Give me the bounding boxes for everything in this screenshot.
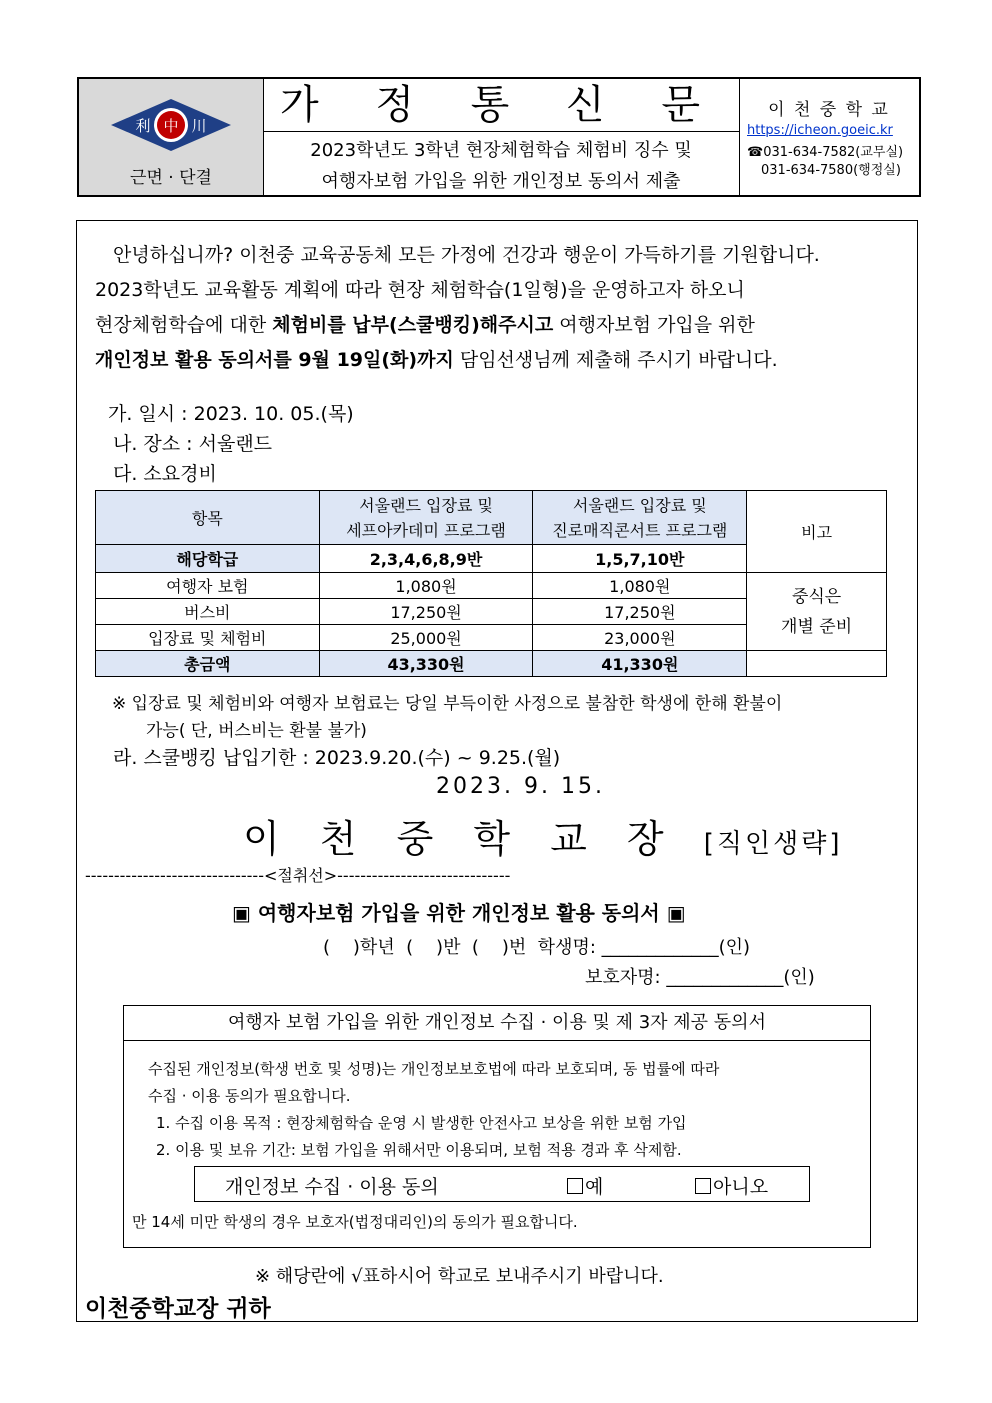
- parent-info-line: 보호자명: _____________(인): [585, 967, 815, 988]
- consent-text-2: 수집 · 이용 동의가 필요합니다.: [148, 1087, 351, 1105]
- table-classes-1: 2,3,4,6,8,9반: [319, 545, 533, 573]
- table-classes-2: 1,5,7,10반: [533, 545, 747, 573]
- table-header-program-1: [319, 491, 533, 545]
- consent-purpose: 1. 수집 이용 목적 : 현장체험학습 운영 시 발생한 안전사고 보상을 위한 보험 가입: [156, 1114, 687, 1132]
- consent-box-title: 여행자 보험 가입을 위한 개인정보 수집 · 이용 및 제 3자 제공 동의서: [124, 1006, 870, 1041]
- title-cell: [263, 79, 740, 195]
- school-info-cell: [739, 79, 919, 195]
- note-line-1: 중식은: [791, 586, 842, 607]
- agree-box: [194, 1166, 810, 1202]
- intro-line-3-c: 여행자보험 가입을 위한: [553, 314, 755, 336]
- table-row-value: 23,000원: [533, 625, 747, 651]
- intro-line-4-b: 담임선생님께 제출해 주시기 바랍니다.: [453, 349, 778, 371]
- table-header-program-2: [533, 491, 747, 545]
- intro-line-3-a: 현장체험학습에 대한: [95, 314, 273, 336]
- logo-char-1: 利: [135, 117, 151, 135]
- principal-signature: [243, 808, 843, 863]
- consent-period: 2. 이용 및 보유 기간: 보험 가입을 위해서만 이용되며, 보험 적용 경과 후 삭제함.: [156, 1141, 682, 1159]
- phone-admin: 031-634-7580(행정실): [761, 163, 901, 178]
- checkbox-yes[interactable]: [567, 1178, 583, 1194]
- table-total-2: 41,330원: [533, 651, 747, 677]
- student-info-line: ( )학년 ( )반 ( )번 학생명: _____________(인): [323, 937, 751, 958]
- table-row-value: 1,080원: [319, 573, 533, 599]
- seal-omitted: [직인생략]: [703, 829, 843, 859]
- page-title: 가 정 통 신 문: [263, 79, 739, 132]
- table-header-note: 비고: [747, 491, 887, 573]
- school-name: 이 천 중 학 교: [768, 100, 890, 120]
- agree-no-option[interactable]: [695, 1172, 768, 1199]
- payment-deadline: 라. 스쿨뱅킹 납입기한 : 2023.9.20.(수) ~ 9.25.(월): [113, 747, 561, 769]
- checkbox-no[interactable]: [695, 1178, 711, 1194]
- item-date: 가. 일시 : 2023. 10. 05.(목): [108, 403, 354, 425]
- table-row-label: 여행자 보험: [96, 573, 320, 599]
- table-note-empty: [747, 651, 887, 677]
- school-emblem-logo: [109, 97, 233, 153]
- consent-heading: ▣ 여행자보험 가입을 위한 개인정보 활용 동의서 ▣: [232, 901, 686, 925]
- subtitle-line-2: 여행자보험 가입을 위한 개인정보 동의서 제출: [321, 171, 681, 192]
- school-motto: 근면 · 단결: [130, 168, 212, 188]
- program-2-line-1: 서울랜드 입장료 및: [572, 495, 707, 515]
- table-header-item: 항목: [96, 491, 320, 545]
- intro-line-4: [95, 343, 908, 378]
- intro-line-2: 2023학년도 교육활동 계획에 따라 현장 체험학습(1일형)을 운영하고자 하오니: [95, 279, 745, 301]
- table-row-label: 입장료 및 체험비: [96, 625, 320, 651]
- page-subtitle: [263, 135, 739, 197]
- agree-yes-option[interactable]: [567, 1172, 603, 1199]
- issue-date: 2023. 9. 15.: [436, 774, 605, 799]
- letter-header: [77, 77, 921, 197]
- school-url-link[interactable]: https://icheon.goeic.kr: [747, 123, 893, 138]
- logo-char-3: 川: [191, 117, 207, 135]
- table-classes-label: 해당학급: [96, 545, 320, 573]
- phone-office: ☎031-634-7582(교무실): [747, 145, 904, 160]
- table-row-label: 버스비: [96, 599, 320, 625]
- cost-table: [95, 490, 887, 677]
- refund-note-line-1: ※ 입장료 및 체험비와 여행자 보험료는 당일 부득이한 사정으로 불참한 학생에 한해 환불이: [112, 694, 783, 714]
- intro-line-3-bold: 체험비를 납부(스쿨뱅킹)해주시고: [272, 314, 554, 336]
- program-2-line-2: 진로매직콘서트 프로그램: [552, 520, 728, 540]
- item-cost: 다. 소요경비: [113, 463, 217, 485]
- agree-label: 개인정보 수집 · 이용 동의: [225, 1176, 439, 1198]
- addressee: 이천중학교장 귀하: [85, 1296, 271, 1322]
- table-row-value: 17,250원: [319, 599, 533, 625]
- table-note-lunch: [747, 573, 887, 651]
- intro-line-1: 안녕하십니까? 이천중 교육공동체 모든 가정에 건강과 행운이 가득하기를 기원합니다.: [113, 244, 820, 266]
- minor-note: 만 14세 미만 학생의 경우 보호자(법정대리인)의 동의가 필요합니다.: [132, 1213, 578, 1231]
- consent-form-box: [123, 1005, 871, 1248]
- consent-body: [148, 1056, 719, 1164]
- program-1-line-1: 서울랜드 입장료 및: [359, 495, 493, 515]
- logo-char-2: 中: [163, 117, 179, 135]
- subtitle-line-1: 2023학년도 3학년 현장체험학습 체험비 징수 및: [310, 140, 692, 161]
- refund-note-line-2: 가능( 단, 버스비는 환불 불가): [146, 721, 367, 741]
- agree-no-label: 아니오: [713, 1176, 769, 1198]
- table-total-label: 총금액: [96, 651, 320, 677]
- cut-line: -------------------------------<절취선>------------------------------: [85, 866, 511, 885]
- footer-note: ※ 해당란에 √표하시어 학교로 보내주시기 바랍니다.: [255, 1266, 664, 1287]
- principal-title: 이 천 중 학 교 장: [243, 817, 678, 861]
- note-line-2: 개별 준비: [781, 616, 853, 637]
- table-row-value: 1,080원: [533, 573, 747, 599]
- intro-line-4-bold: 개인정보 활용 동의서를 9월 19일(화)까지: [95, 349, 454, 371]
- table-row-value: 17,250원: [533, 599, 747, 625]
- agree-yes-label: 예: [585, 1176, 604, 1198]
- intro-line-3: [95, 308, 908, 343]
- table-total-1: 43,330원: [319, 651, 533, 677]
- table-row-value: 25,000원: [319, 625, 533, 651]
- item-place: 나. 장소 : 서울랜드: [113, 433, 273, 455]
- program-1-line-2: 세프아카데미 프로그램: [346, 520, 506, 540]
- school-logo-cell: [79, 79, 264, 195]
- consent-text-1: 수집된 개인정보(학생 번호 및 성명)는 개인정보보호법에 따라 보호되며, 동 법률에 따라: [148, 1060, 720, 1078]
